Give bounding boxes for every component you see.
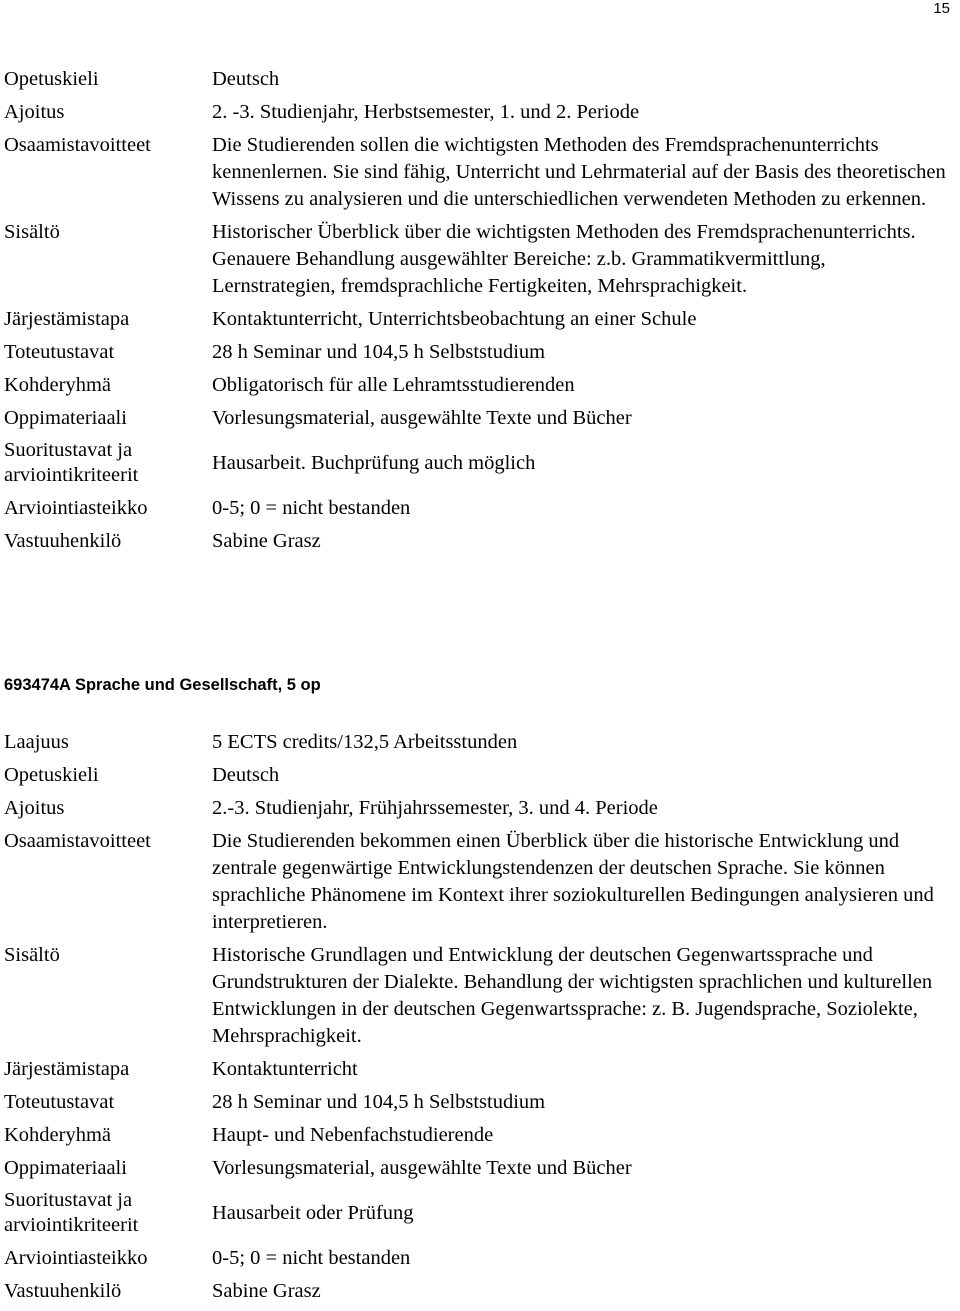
row-label: Osaamistavoitteet <box>4 830 151 852</box>
info-row-language <box>4 762 954 795</box>
info-row-materials <box>4 405 954 438</box>
row-label: Sisältö <box>4 221 60 243</box>
info-row-assessment <box>4 438 954 495</box>
row-value: 2. -3. Studienjahr, Herbstsemester, 1. und 2. Periode <box>212 101 640 123</box>
course-info-table <box>4 729 954 1311</box>
row-label: Opetuskieli <box>4 68 99 90</box>
row-label: Arviointiasteikko <box>4 497 148 519</box>
info-row-scope <box>4 729 954 762</box>
row-value: 5 ECTS credits/132,5 Arbeitsstunden <box>212 731 518 753</box>
info-row-person-in-charge <box>4 528 954 561</box>
row-label: Ajoitus <box>4 797 65 819</box>
row-value: Vorlesungsmaterial, ausgewählte Texte und Bücher <box>212 1157 632 1179</box>
info-row-contents <box>4 219 954 306</box>
row-value: Deutsch <box>212 68 280 90</box>
info-row-timing <box>4 99 954 132</box>
row-value: Deutsch <box>212 764 280 786</box>
row-label: Toteutustavat <box>4 1091 115 1113</box>
info-row-person-in-charge <box>4 1278 954 1311</box>
info-row-learning-outcomes <box>4 828 954 942</box>
row-value: Vorlesungsmaterial, ausgewählte Texte und Bücher <box>212 407 632 429</box>
row-label: Oppimateriaali <box>4 407 127 429</box>
row-label: Osaamistavoitteet <box>4 134 151 156</box>
row-label: Kohderyhmä <box>4 374 112 396</box>
info-row-language <box>4 66 954 99</box>
row-label: Ajoitus <box>4 101 65 123</box>
row-value: Historischer Überblick über die wichtigsten Methoden des Fremdsprachenunterrichts. Genauere Behandlung ausgewählter Bereiche: z.b. Grammatikvermittlung, Lernstrategien, fremdsprachliche Fertigkeiten, Mehrsprachigkeit. <box>212 221 916 297</box>
row-value: Obligatorisch für alle Lehramtsstudierenden <box>212 374 575 396</box>
row-label: Järjestämistapa <box>4 1058 130 1080</box>
info-row-teaching-mode <box>4 1056 954 1089</box>
row-label: Arviointiasteikko <box>4 1247 148 1269</box>
row-value: Sabine Grasz <box>212 530 321 552</box>
course-heading: 693474A Sprache und Gesellschaft, 5 op <box>4 676 321 694</box>
row-label: Sisältö <box>4 944 60 966</box>
info-row-contents <box>4 942 954 1056</box>
row-value: Haupt- und Nebenfachstudierende <box>212 1124 494 1146</box>
row-value: 0-5; 0 = nicht bestanden <box>212 1247 411 1269</box>
info-row-teaching-mode <box>4 306 954 339</box>
info-row-implementation <box>4 339 954 372</box>
course-info-table <box>4 66 954 561</box>
row-label: Toteutustavat <box>4 341 115 363</box>
row-label: Suoritustavat ja arviointikriteerit <box>4 1189 139 1236</box>
row-label: Suoritustavat ja arviointikriteerit <box>4 439 139 486</box>
info-row-implementation <box>4 1089 954 1122</box>
row-value: Die Studierenden bekommen einen Überblick über die historische Entwicklung und zentrale gegenwärtige Entwicklungstendenzen der deutschen Sprache. Sie können sprachliche Phänomene im Kontext ihrer soziokulturellen Bedingungen analysieren und interpretieren. <box>212 830 934 933</box>
info-row-materials <box>4 1155 954 1188</box>
row-value: Sabine Grasz <box>212 1280 321 1302</box>
row-value: Kontaktunterricht, Unterrichtsbeobachtung an einer Schule <box>212 308 697 330</box>
info-row-timing <box>4 795 954 828</box>
info-row-grading-scale <box>4 495 954 528</box>
row-label: Laajuus <box>4 731 69 753</box>
info-row-target-group <box>4 372 954 405</box>
row-label: Vastuuhenkilö <box>4 530 122 552</box>
row-label: Opetuskieli <box>4 764 99 786</box>
row-label: Vastuuhenkilö <box>4 1280 122 1302</box>
row-value: Die Studierenden sollen die wichtigsten Methoden des Fremdsprachenunterrichts kennenlernen. Sie sind fähig, Unterricht und Lehrmaterial auf der Basis des theoretischen Wissens zu analysieren und die unterschiedlichen verwendeten Methoden zu erkennen. <box>212 134 946 210</box>
row-value: 2.-3. Studienjahr, Frühjahrssemester, 3. und 4. Periode <box>212 797 658 819</box>
row-value: 0-5; 0 = nicht bestanden <box>212 497 411 519</box>
info-row-target-group <box>4 1122 954 1155</box>
row-value: 28 h Seminar und 104,5 h Selbststudium <box>212 1091 546 1113</box>
info-row-learning-outcomes <box>4 132 954 219</box>
info-row-assessment <box>4 1188 954 1245</box>
row-value: Hausarbeit oder Prüfung <box>212 1201 414 1224</box>
row-label: Oppimateriaali <box>4 1157 127 1179</box>
row-label: Kohderyhmä <box>4 1124 112 1146</box>
row-value: 28 h Seminar und 104,5 h Selbststudium <box>212 341 546 363</box>
row-value: Historische Grundlagen und Entwicklung der deutschen Gegenwartssprache und Grundstrukturen der Dialekte. Behandlung der wichtigsten sprachlichen und kulturellen Entwicklungen in der deutschen Gegenwartssprache: z. B. Jugendsprache, Soziolekte, Mehrsprachigkeit. <box>212 944 933 1047</box>
row-label: Järjestämistapa <box>4 308 130 330</box>
page-number: 15 <box>933 0 950 17</box>
info-row-grading-scale <box>4 1245 954 1278</box>
row-value: Hausarbeit. Buchprüfung auch möglich <box>212 451 536 474</box>
row-value: Kontaktunterricht <box>212 1058 358 1080</box>
